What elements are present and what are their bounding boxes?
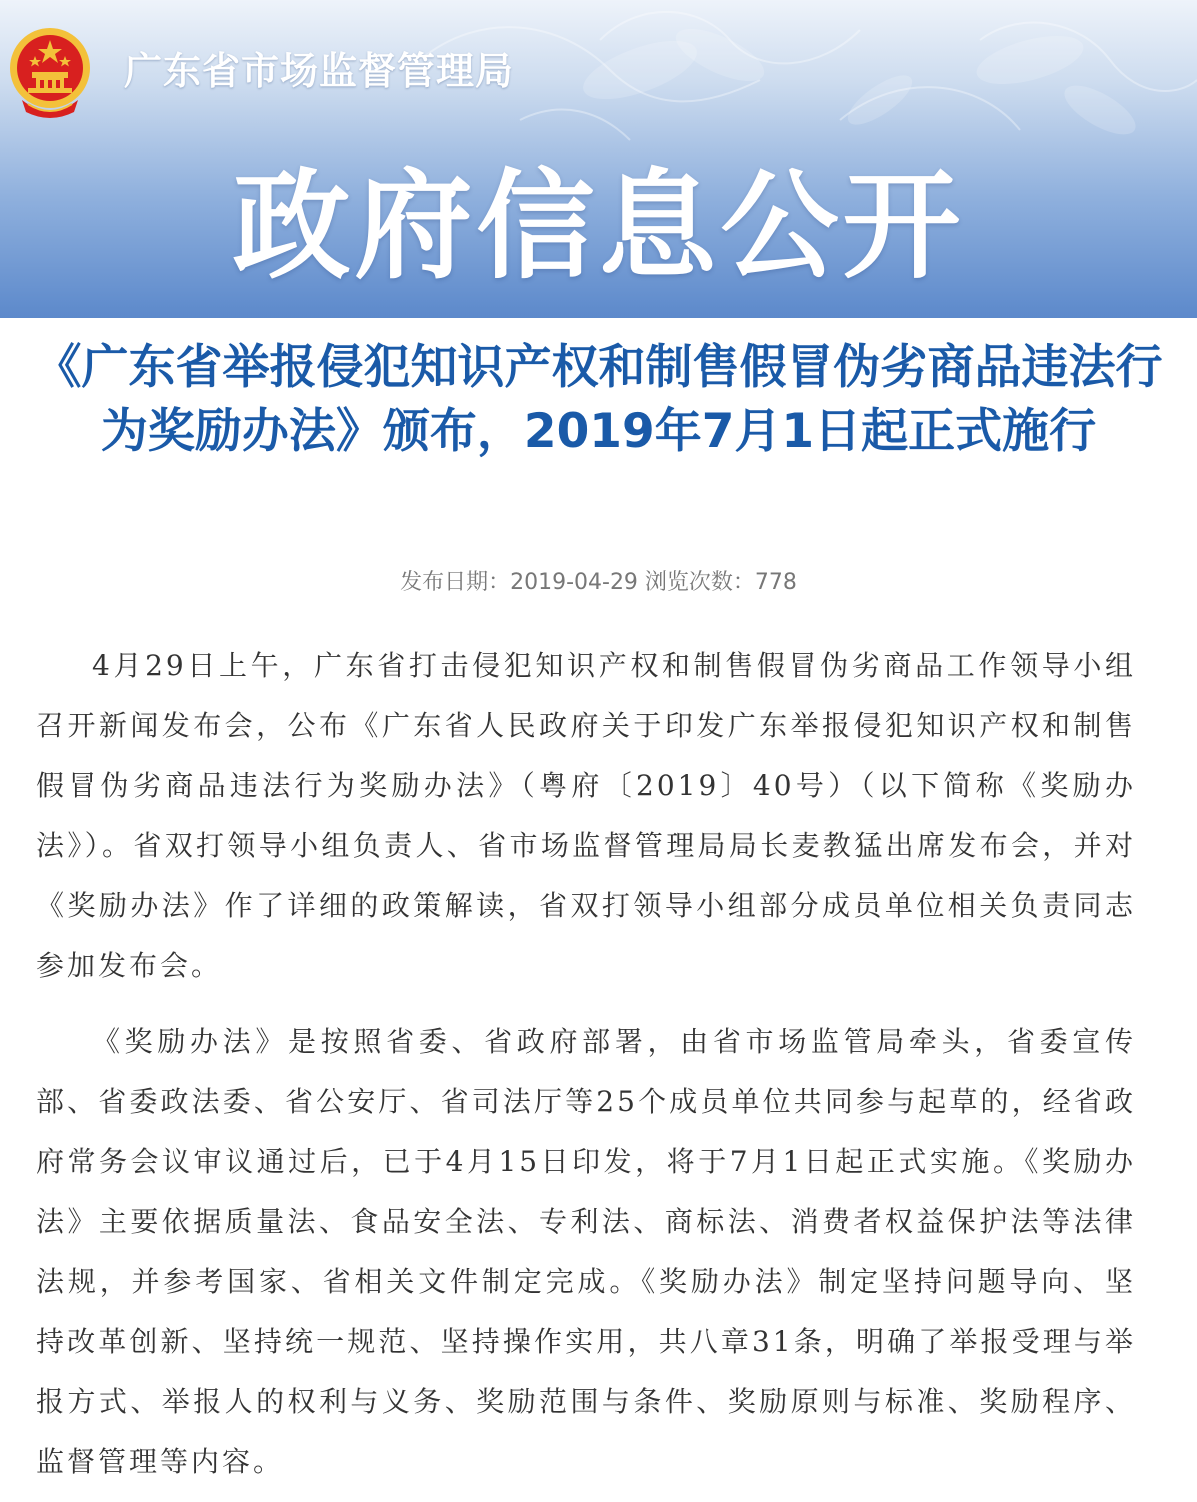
banner-title: 政府信息公开 — [232, 157, 965, 295]
article-paragraph: 4月29日上午，广东省打击侵犯知识产权和制售假冒伪劣商品工作领导小组召开新闻发布会，公布《广东省人民政府关于印发广东举报侵犯知识产权和制售假冒伪劣商品违法行为奖励办法》（粤府〔2019〕40号）（以下简称《奖励办法》）。省双打领导小组负责人、省市场监督管理局局长麦教猛出席发布会，并对《奖励办法》作了详细的政策解读，省双打领导小组部分成员单位相关负责同志参加发布会。 — [36, 649, 1136, 982]
article-title: 《广东省举报侵犯知识产权和制售假冒伪劣商品违法行为奖励办法》颁布，2019年7月1日起正式施行 — [34, 340, 1163, 459]
national-emblem-icon — [8, 26, 92, 118]
article-body — [36, 636, 1136, 1502]
article-paragraph: 《奖励办法》是按照省委、省政府部署，由省市场监管局牵头，省委宣传部、省委政法委、省公安厅、省司法厅等25个成员单位共同参与起草的，经省政府常务会议审议通过后，已于4月15日印发，将于7月1日起正式实施。《奖励办法》主要依据质量法、食品安全法、专利法、商标法、消费者权益保护法等法律法规，并参考国家、省相关文件制定完成。《奖励办法》制定坚持问题导向、坚持改革创新、坚持统一规范、坚持操作实用，共八章31条，明确了举报受理与举报方式、举报人的权利与义务、奖励范围与条件、奖励原则与标准、奖励程序、监督管理等内容。 — [36, 1025, 1136, 1478]
header-banner — [0, 0, 1197, 318]
article-meta: 发布日期：2019-04-29 浏览次数：778 — [400, 570, 797, 595]
org-name: 广东省市场监督管理局 — [124, 49, 515, 93]
